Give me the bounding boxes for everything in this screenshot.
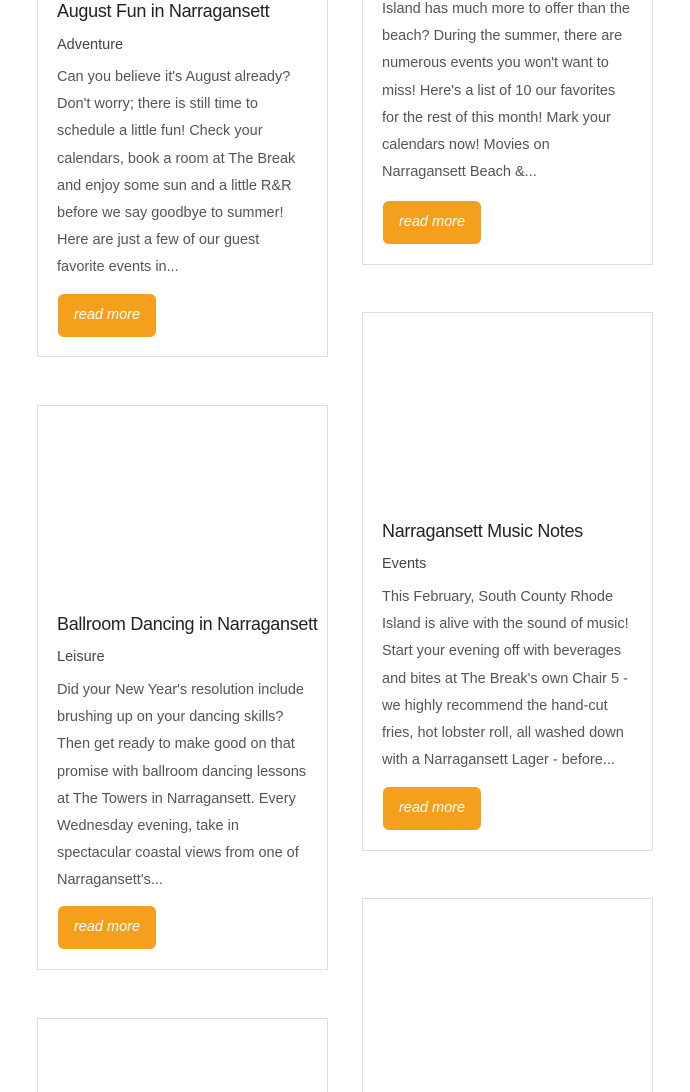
card-excerpt: This February, South County Rhode Island is alive with the sound of music! Start your evening off with beverages and bites at The Break's own Chair 5 - we highly recommend the hand-cut fries, hot lobster roll, all washed down with a Narragansett Lager - before...	[382, 589, 629, 769]
blog-card-next-right	[362, 898, 653, 1092]
read-more-button[interactable]: read more	[58, 906, 156, 949]
blog-card-music-notes	[362, 312, 653, 851]
blog-card-august-fun	[37, 0, 328, 357]
blog-card-events-list	[362, 0, 653, 265]
card-title[interactable]: August Fun in Narragansett	[57, 1, 270, 21]
read-more-button[interactable]: read more	[383, 787, 481, 830]
card-category[interactable]: Leisure	[57, 649, 105, 665]
read-more-button[interactable]: read more	[58, 294, 156, 337]
read-more-button[interactable]: read more	[383, 201, 481, 244]
card-title[interactable]: Ballroom Dancing in Narragansett	[57, 614, 318, 634]
card-image[interactable]	[38, 1019, 327, 1092]
blog-card-ballroom-dancing	[37, 405, 328, 970]
blog-card-next-left	[37, 1018, 328, 1092]
card-image[interactable]	[363, 899, 652, 1089]
card-excerpt: Did your New Year's resolution include brushing up on your dancing skills? Then get ready to make good on that promise with ballroom dancing lessons at The Towers in Narragansett. Every Wednesday evening, take in spectacular coastal views from one of Narragansett's...	[57, 682, 307, 889]
card-image[interactable]	[363, 313, 652, 503]
card-title[interactable]: Narragansett Music Notes	[382, 521, 583, 541]
card-image[interactable]	[38, 406, 327, 596]
card-excerpt: Island has much more to offer than the beach? During the summer, there are numerous events you won't want to miss! Here's a list of 10 our favorites for the rest of this month! Mark your calendars now! Movies on Narragansett Beach &...	[382, 1, 630, 181]
card-category[interactable]: Adventure	[57, 37, 124, 53]
card-category[interactable]: Events	[382, 556, 427, 572]
card-excerpt: Can you believe it's August already? Don't worry; there is still time to schedule a little fun! Check your calendars, book a room at The Break and enjoy some sun and a little R&R before we say goodbye to summer! Here are just a few of our guest favorite events in...	[57, 69, 296, 276]
